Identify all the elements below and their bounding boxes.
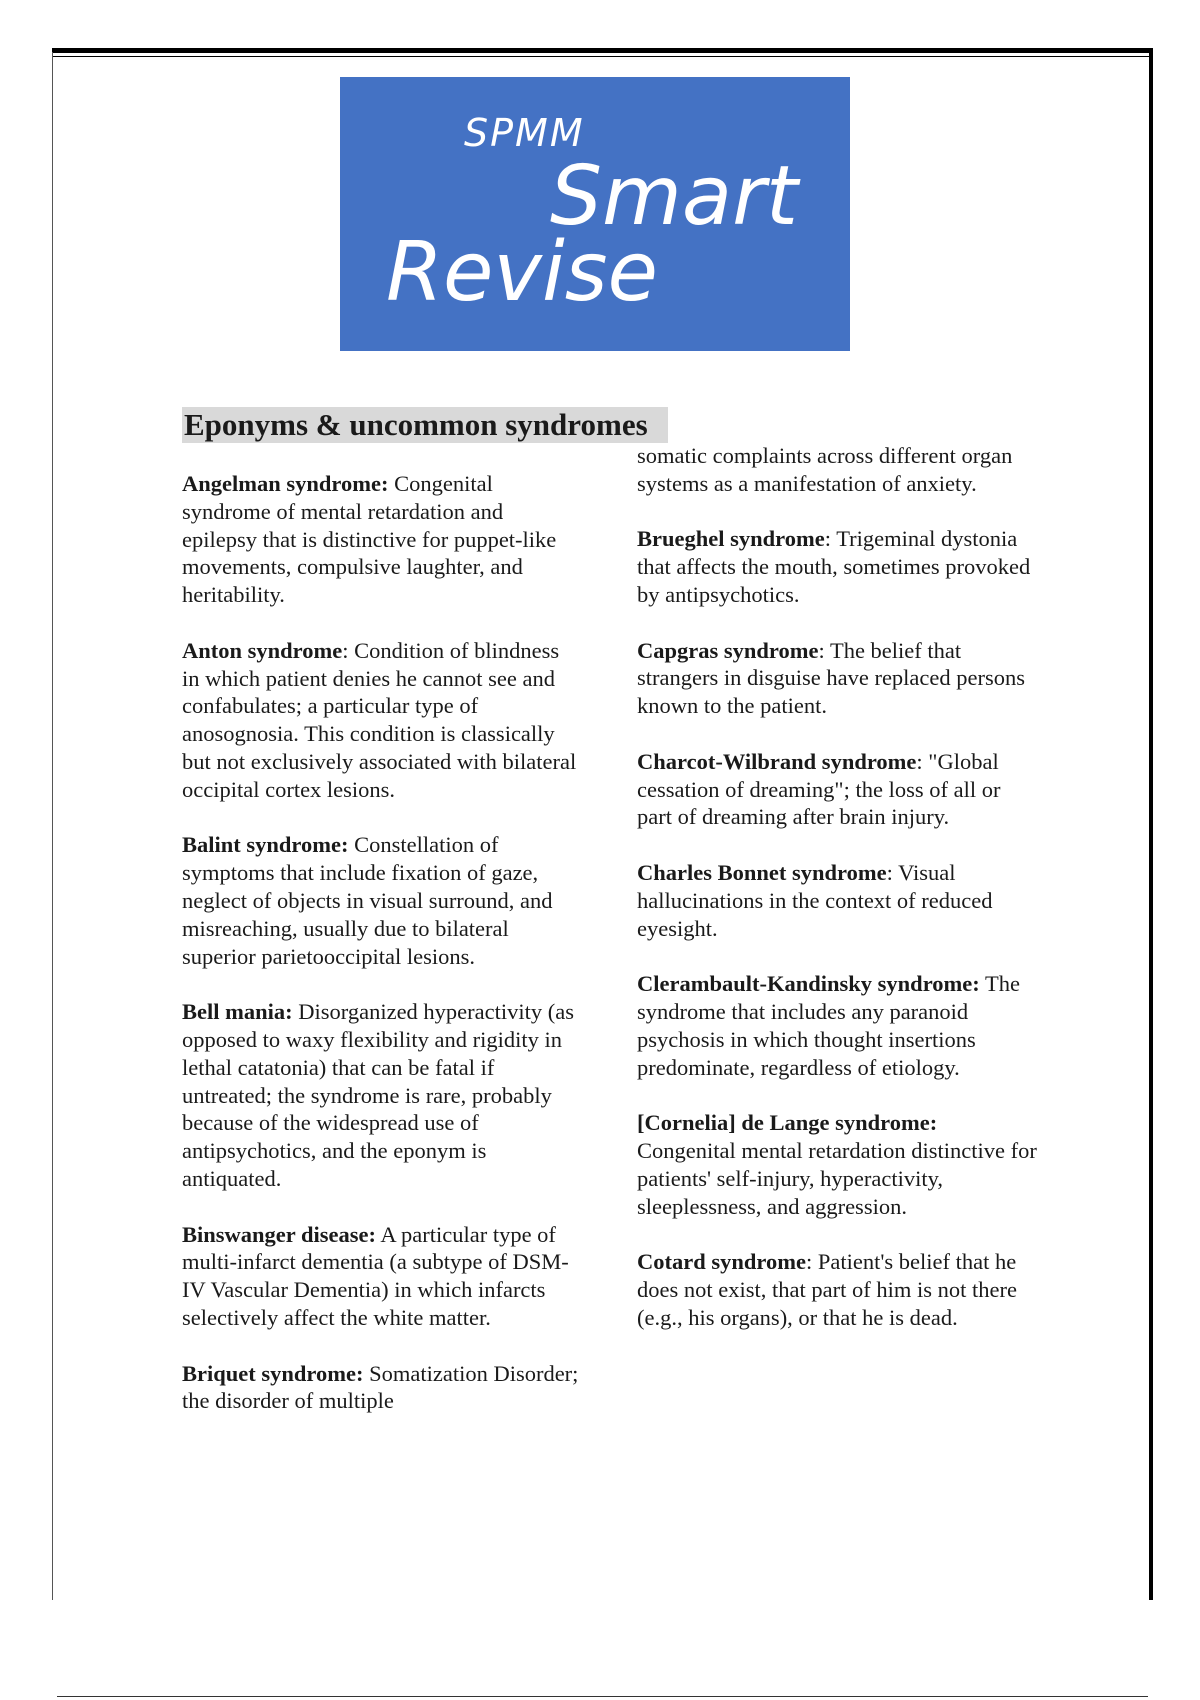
entry-text: Disorganized hyperactivity (as opposed to waxy flexibility and rigidity in lethal catatonia) that can be fatal if untreated; the syndrome is rare, probably because of the widespread use of antipsychotics, and the eponym is antiquated.: [182, 999, 574, 1191]
entry-anton: [182, 637, 582, 804]
entry-text: : Condition of blindness in which patient denies he cannot see and confabulates; a particular type of anosognosia. This condition is classically but not exclusively associated with bilateral occipital cortex lesions.: [182, 637, 577, 802]
logo-line-spmm: SPMM: [464, 111, 585, 155]
entry-text: The syndrome that includes any paranoid psychosis in which thought insertions predominate, regardless of etiology.: [637, 971, 1020, 1080]
entry-bell-mania: [182, 998, 582, 1193]
right-column: [637, 442, 1037, 1359]
entry-text: : Patient's belief that he does not exist, that part of him is not there (e.g., his organs), or that he is dead.: [637, 1249, 1017, 1330]
entry-term: Anton syndrome: [182, 637, 343, 663]
entry-text: Somatization Disorder; the disorder of multiple: [182, 1360, 579, 1414]
entry-text: : "Global cessation of dreaming"; the loss of all or part of dreaming after brain injury.: [637, 748, 1001, 830]
entry-term: Charles Bonnet syndrome: [637, 859, 887, 885]
page-left-border: [52, 52, 53, 1600]
entry-angelman: [182, 470, 582, 609]
entry-de-lange: [637, 1109, 1037, 1220]
entry-clerambault-kandinsky: [637, 970, 1037, 1081]
page-top-border: [52, 48, 1152, 53]
logo-line-revise: Revise: [386, 225, 658, 320]
entry-briquet: [182, 1360, 582, 1416]
entry-term: [Cornelia] de Lange syndrome:: [637, 1110, 938, 1136]
entry-cotard: [637, 1248, 1037, 1331]
entry-briquet-continued: somatic complaints across different organ systems as a manifestation of anxiety.: [637, 443, 1013, 496]
entry-text: : The belief that strangers in disguise have replaced persons known to the patient.: [637, 637, 1026, 719]
entry-text: A particular type of multi-infarct dementia (a subtype of DSM-IV Vascular Dementia) in which infarcts selectively affect the white matter.: [182, 1221, 569, 1330]
page-right-border: [1149, 48, 1153, 1600]
entry-balint: [182, 831, 582, 970]
entry-charcot-wilbrand: [637, 748, 1037, 831]
page-top-border-inner: [52, 56, 1152, 57]
left-column: [182, 470, 582, 1443]
entry-term: Charcot-Wilbrand syndrome: [637, 748, 917, 774]
entry-term: Brueghel syndrome: [637, 526, 825, 552]
entry-term: Briquet syndrome:: [182, 1360, 364, 1386]
entry-term: Capgras syndrome: [637, 637, 819, 663]
entry-term: Balint syndrome:: [182, 832, 349, 858]
entry-term: Cotard syndrome: [637, 1249, 806, 1275]
spmm-smart-revise-logo: [340, 77, 850, 351]
entry-brueghel: [637, 525, 1037, 608]
entry-term: Binswanger disease:: [182, 1221, 376, 1247]
entry-term: Bell mania:: [182, 999, 293, 1025]
page-bottom-rule: [57, 1696, 1148, 1697]
entry-text: : Trigeminal dystonia that affects the mouth, sometimes provoked by antipsychotics.: [637, 526, 1031, 607]
logo-line-smart: Smart: [550, 149, 799, 244]
entry-term: Angelman syndrome:: [182, 471, 389, 496]
entry-text: Congenital mental retardation distinctive for patients' self-injury, hyperactivity, sleeplessness, and aggression.: [637, 1137, 1037, 1219]
entry-capgras: [637, 637, 1037, 720]
section-heading: Eponyms & uncommon syndromes: [182, 407, 668, 443]
entry-text: : Visual hallucinations in the context of reduced eyesight.: [637, 859, 993, 941]
entry-binswanger: [182, 1221, 582, 1332]
entry-text: Constellation of symptoms that include fixation of gaze, neglect of objects in visual surround, and misreaching, usually due to bilateral superior parietooccipital lesions.: [182, 832, 553, 969]
entry-term: Clerambault-Kandinsky syndrome:: [637, 971, 980, 997]
entry-text: Congenital syndrome of mental retardation and epilepsy that is distinctive for puppet-like movements, compulsive laughter, and heritability.: [182, 471, 557, 608]
entry-charles-bonnet: [637, 859, 1037, 942]
